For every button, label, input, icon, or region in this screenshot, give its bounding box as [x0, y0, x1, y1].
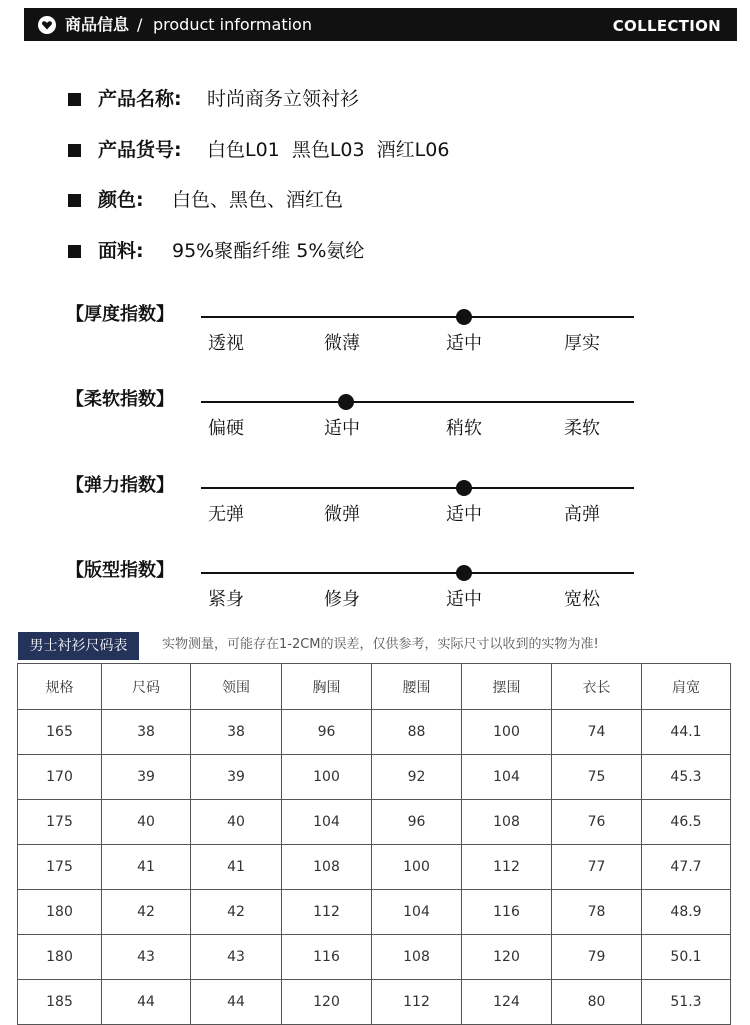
index-thickness [66, 302, 646, 362]
table-header-cell: 肩宽 [642, 664, 731, 710]
table-cell: 38 [102, 710, 191, 755]
index-option: 厚实 [564, 333, 600, 354]
index-option: 紧身 [208, 589, 244, 610]
bullet-square-icon [68, 245, 81, 258]
table-cell: 79 [552, 935, 642, 980]
table-cell: 108 [462, 800, 552, 845]
table-cell: 180 [18, 935, 102, 980]
index-option: 适中 [446, 589, 482, 610]
table-header-cell: 摆围 [462, 664, 552, 710]
table-cell: 120 [462, 935, 552, 980]
table-cell: 75 [552, 755, 642, 800]
table-cell: 180 [18, 890, 102, 935]
table-cell: 100 [462, 710, 552, 755]
table-cell: 175 [18, 800, 102, 845]
info-value: 白色、黑色、酒红色 [172, 189, 344, 211]
index-option: 无弹 [208, 504, 244, 525]
table-cell: 116 [282, 935, 372, 980]
table-cell: 40 [191, 800, 282, 845]
table-cell: 42 [191, 890, 282, 935]
table-cell: 43 [191, 935, 282, 980]
table-header-cell: 腰围 [372, 664, 462, 710]
table-cell: 104 [462, 755, 552, 800]
table-cell: 104 [372, 890, 462, 935]
bullet-square-icon [68, 144, 81, 157]
table-cell: 92 [372, 755, 462, 800]
table-cell: 112 [282, 890, 372, 935]
table-cell: 74 [552, 710, 642, 755]
index-softness [66, 387, 646, 447]
index-option: 宽松 [564, 589, 600, 610]
header-title-cn: 商品信息 [65, 15, 130, 34]
index-label: 【弹力指数】 [66, 475, 174, 496]
table-cell: 44.1 [642, 710, 731, 755]
table-cell: 41 [191, 845, 282, 890]
table-cell: 80 [552, 980, 642, 1025]
table-row [18, 935, 731, 980]
header-separator: / [137, 15, 143, 34]
table-cell: 48.9 [642, 890, 731, 935]
index-scale-line [201, 316, 634, 318]
index-scale-line [201, 401, 634, 403]
table-cell: 100 [372, 845, 462, 890]
table-cell: 39 [102, 755, 191, 800]
table-cell: 100 [282, 755, 372, 800]
table-cell: 104 [282, 800, 372, 845]
index-marker [338, 394, 354, 410]
table-cell: 96 [282, 710, 372, 755]
table-cell: 78 [552, 890, 642, 935]
info-label: 产品货号: [98, 139, 182, 161]
section-header-bar [24, 8, 737, 41]
index-label: 【版型指数】 [66, 560, 174, 581]
bullet-square-icon [68, 93, 81, 106]
header-collection: COLLECTION [612, 17, 721, 35]
index-marker [456, 565, 472, 581]
index-scale-line [201, 487, 634, 489]
index-option: 偏硬 [208, 418, 244, 439]
table-header-cell: 衣长 [552, 664, 642, 710]
index-label: 【厚度指数】 [66, 304, 174, 325]
index-option: 适中 [446, 333, 482, 354]
table-cell: 112 [462, 845, 552, 890]
table-cell: 77 [552, 845, 642, 890]
size-table [17, 663, 731, 1025]
table-cell: 120 [282, 980, 372, 1025]
index-option: 适中 [446, 504, 482, 525]
index-option: 微弹 [324, 504, 360, 525]
index-option: 微薄 [324, 333, 360, 354]
table-cell: 41 [102, 845, 191, 890]
table-cell: 50.1 [642, 935, 731, 980]
header-title-en: product information [153, 15, 312, 34]
index-marker [456, 480, 472, 496]
size-chart-tag: 男士衬衫尺码表 [18, 632, 139, 660]
info-label: 颜色: [98, 189, 144, 211]
table-header-cell: 尺码 [102, 664, 191, 710]
table-cell: 42 [102, 890, 191, 935]
table-row [18, 845, 731, 890]
table-cell: 112 [372, 980, 462, 1025]
info-value: 白色L01 黑色L03 酒红L06 [207, 139, 450, 161]
table-row [18, 890, 731, 935]
index-option: 透视 [208, 333, 244, 354]
table-row [18, 800, 731, 845]
index-option: 稍软 [446, 418, 482, 439]
index-option: 修身 [324, 589, 360, 610]
table-cell: 116 [462, 890, 552, 935]
index-option: 高弹 [564, 504, 600, 525]
info-value: 时尚商务立领衬衫 [207, 88, 360, 110]
table-header-row [18, 664, 731, 710]
table-cell: 170 [18, 755, 102, 800]
info-label: 产品名称: [98, 88, 182, 110]
table-cell: 45.3 [642, 755, 731, 800]
table-header-cell: 胸围 [282, 664, 372, 710]
index-option: 柔软 [564, 418, 600, 439]
table-cell: 51.3 [642, 980, 731, 1025]
table-header-cell: 规格 [18, 664, 102, 710]
info-value: 95%聚酯纤维 5%氨纶 [172, 240, 365, 262]
table-header-cell: 领围 [191, 664, 282, 710]
heart-icon [38, 16, 56, 34]
table-cell: 88 [372, 710, 462, 755]
table-cell: 185 [18, 980, 102, 1025]
table-cell: 40 [102, 800, 191, 845]
table-cell: 76 [552, 800, 642, 845]
table-cell: 165 [18, 710, 102, 755]
table-row [18, 755, 731, 800]
table-cell: 124 [462, 980, 552, 1025]
table-row [18, 980, 731, 1025]
table-cell: 43 [102, 935, 191, 980]
table-cell: 108 [282, 845, 372, 890]
bullet-square-icon [68, 194, 81, 207]
index-option: 适中 [324, 418, 360, 439]
table-cell: 46.5 [642, 800, 731, 845]
table-cell: 108 [372, 935, 462, 980]
table-cell: 47.7 [642, 845, 731, 890]
index-elasticity [66, 473, 646, 533]
table-cell: 175 [18, 845, 102, 890]
index-label: 【柔软指数】 [66, 389, 174, 410]
index-scale-line [201, 572, 634, 574]
index-marker [456, 309, 472, 325]
table-cell: 44 [191, 980, 282, 1025]
table-cell: 96 [372, 800, 462, 845]
info-label: 面料: [98, 240, 144, 262]
index-fit [66, 558, 646, 618]
table-cell: 44 [102, 980, 191, 1025]
table-row [18, 710, 731, 755]
table-cell: 39 [191, 755, 282, 800]
size-chart-note: 实物测量，可能存在1-2CM的误差，仅供参考，实际尺寸以收到的实物为准! [162, 637, 599, 652]
table-cell: 38 [191, 710, 282, 755]
